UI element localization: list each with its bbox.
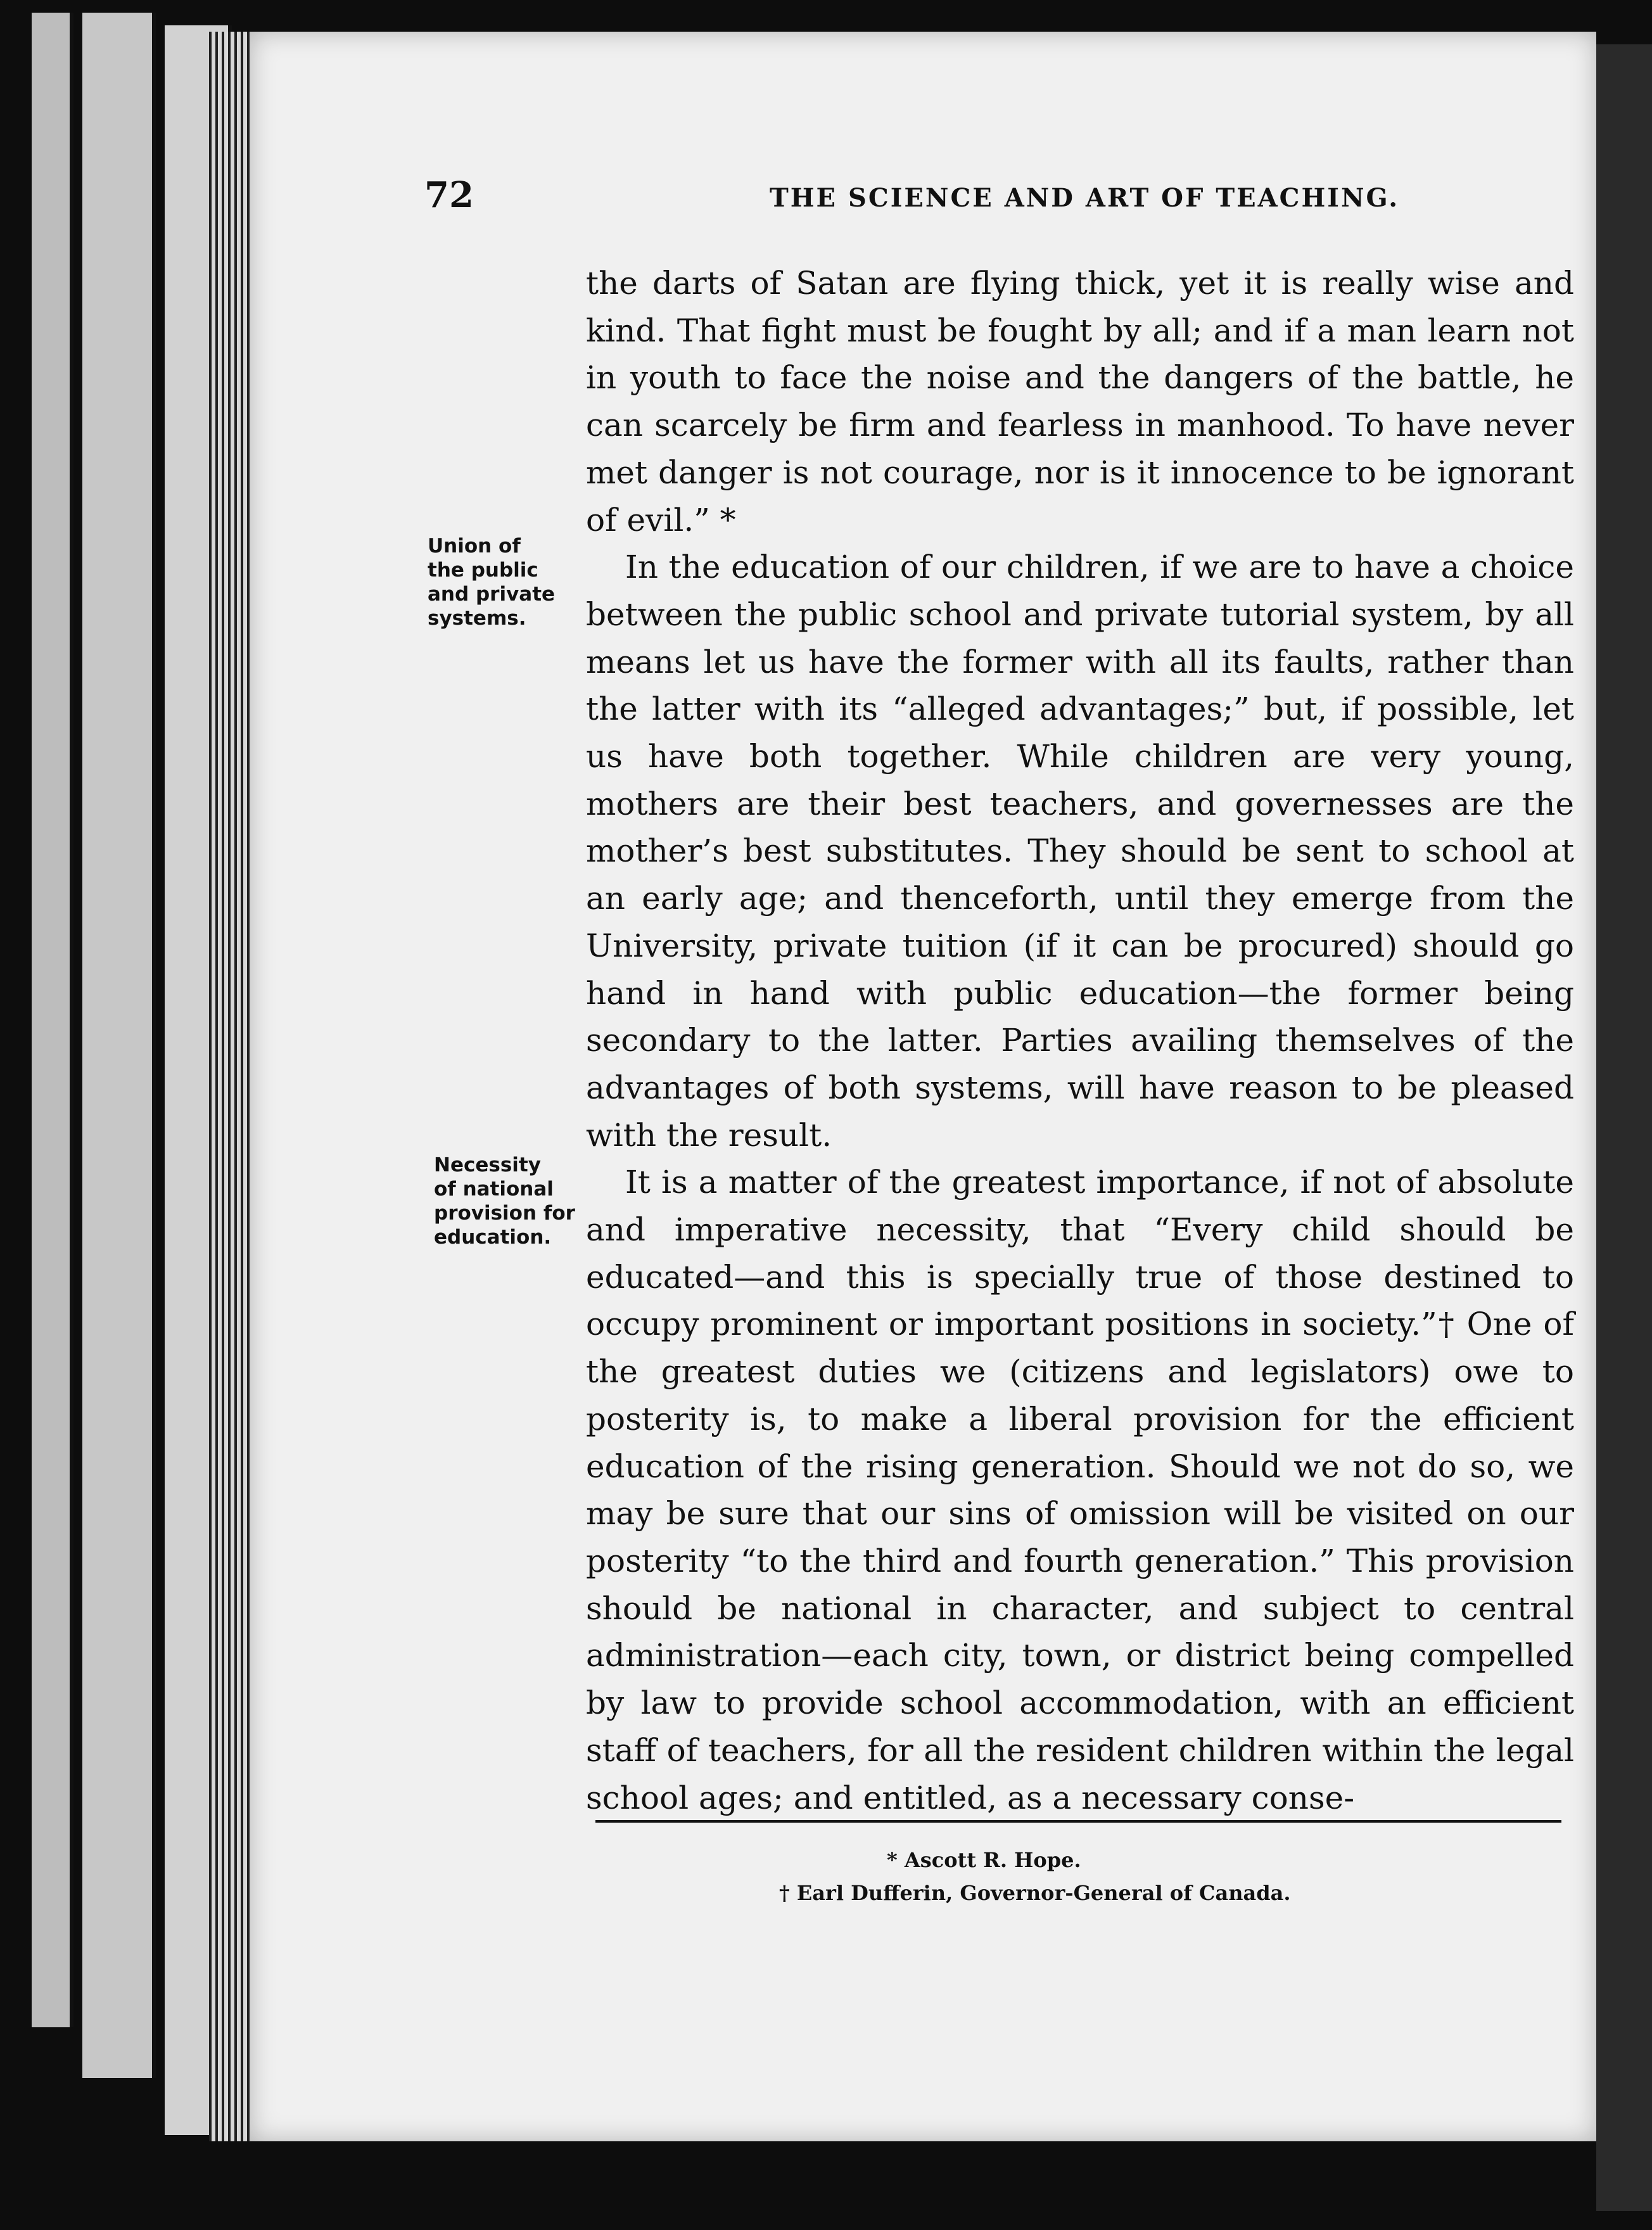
book-edge	[32, 13, 73, 2027]
footnotes	[595, 1844, 1561, 1909]
book-page	[250, 32, 1596, 2141]
paragraph-union: In the education of our children, if we are to have a choice between the public school and private tutorial system, by all means let us have the former with all its faults, rather than the latter with its “alleged advantages;” but, if possible, let us have both together. While children are very young, mothers are their best teachers, and governesses are the mother’s best substitutes. They should be sent to school at an early age; and thenceforth, until they emerge from the University, private tuition (if it can be procured) should go hand in hand with public education—the former being secondary to the latter. Parties availing themselves of the advantages of both systems, will have reason to be pleased with the result.	[586, 549, 1574, 1154]
side-note-line: systems.	[428, 607, 526, 630]
running-title: THE SCIENCE AND ART OF TEACHING.	[770, 183, 1400, 213]
book-edge	[82, 13, 156, 2078]
side-note-line: of national	[434, 1178, 554, 1201]
facing-page-edge	[1596, 44, 1652, 2211]
side-note-line: education.	[434, 1226, 552, 1249]
page-number: 72	[424, 174, 474, 216]
footnote-1: * Ascott R. Hope.	[887, 1848, 1081, 1872]
running-head	[250, 174, 1596, 225]
paragraph-necessity: It is a matter of the greatest importance, if not of absolute and imperative necessity, that “Every child should be educated—and this is specially true of those destined to occupy prominent or important positions in society.”† One of the greatest duties we (citizens and legislators) owe to posterity is, to make a liberal provision for the efficient education of the rising generation. Should we not do so, we may be sure that our sins of omission will be visited on our posterity “to the third and fourth generation.” This provision should be national in character, and subject to central administration—each city, town, or district being compelled by law to provide school accommodation, with an efficient staff of teachers, for all the resident children within the legal school ages; and entitled, as a necessary conse-	[586, 1164, 1574, 1816]
paragraph-continued: the darts of Satan are flying thick, yet it is really wise and kind. That fight must be fought by all; and if a man learn not in youth to face the noise and the dangers of the battle, he can scarcely be firm and fearless in manhood. To have never met danger is not courage, nor is it innocence to be ignorant of evil.” *	[586, 265, 1574, 538]
side-note-line: and private	[428, 583, 556, 606]
side-note-necessity	[434, 1153, 586, 1249]
body-text	[586, 260, 1574, 1821]
footnote-rule	[595, 1820, 1561, 1823]
side-note-union	[428, 534, 580, 630]
side-note-line: the public	[428, 559, 538, 582]
side-note-line: Union of	[428, 535, 521, 558]
side-note-line: provision for	[434, 1202, 575, 1225]
side-note-line: Necessity	[434, 1154, 541, 1176]
footnote-2: † Earl Dufferin, Governor-General of Canada.	[779, 1881, 1291, 1905]
page-leaves	[209, 32, 253, 2141]
